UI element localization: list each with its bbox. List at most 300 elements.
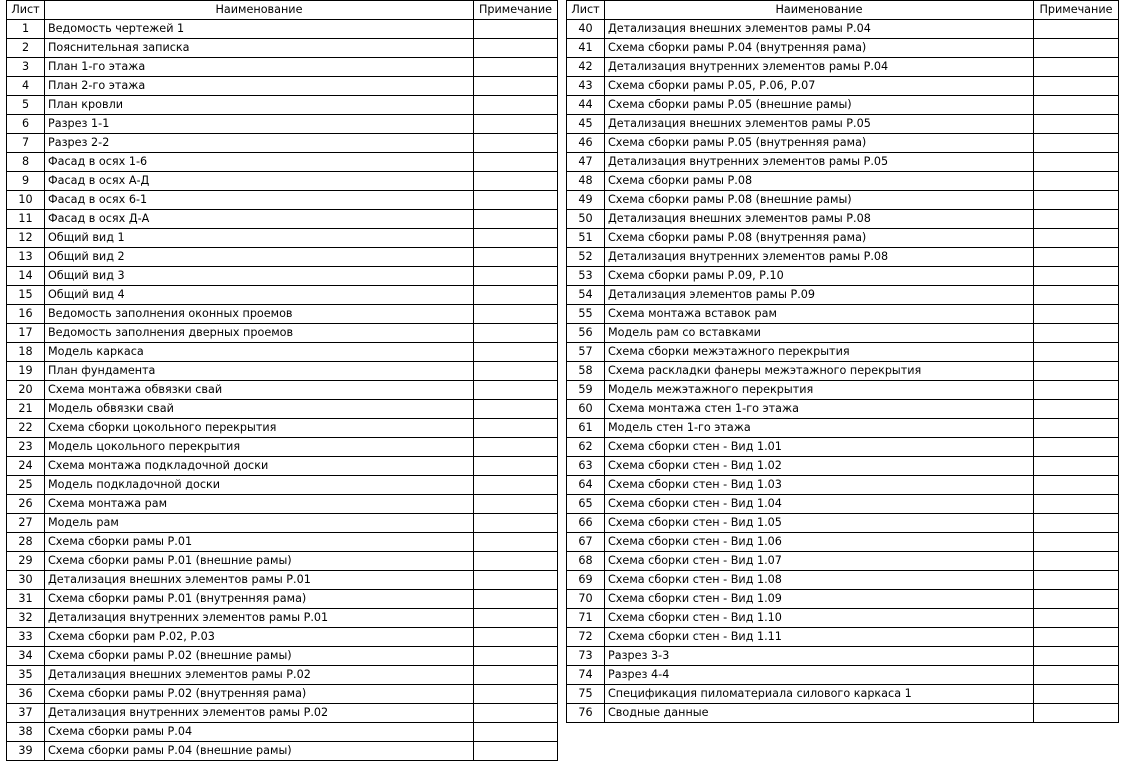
table-row (7, 685, 558, 704)
sheet-number-cell: 64 (567, 476, 605, 495)
sheet-name-cell: Модель рам (45, 514, 474, 533)
sheet-name-cell: Модель обвязки свай (45, 400, 474, 419)
sheet-note-cell (1034, 533, 1119, 552)
sheet-note-cell (1034, 495, 1119, 514)
sheet-name-cell: Разрез 4-4 (605, 666, 1034, 685)
sheet-number-cell: 52 (567, 248, 605, 267)
table-row (567, 419, 1119, 438)
sheet-number-cell: 3 (7, 58, 45, 77)
sheet-name-cell: Схема сборки цокольного перекрытия (45, 419, 474, 438)
sheet-note-cell (474, 704, 558, 723)
sheet-note-cell (1034, 248, 1119, 267)
header-note: Примечание (1034, 1, 1119, 20)
sheet-note-cell (1034, 362, 1119, 381)
sheet-note-cell (474, 172, 558, 191)
sheet-number-cell: 16 (7, 305, 45, 324)
table-row (7, 96, 558, 115)
sheet-name-cell: Фасад в осях 1-6 (45, 153, 474, 172)
sheet-number-cell: 11 (7, 210, 45, 229)
table-row (567, 438, 1119, 457)
sheet-number-cell: 18 (7, 343, 45, 362)
table-row (7, 666, 558, 685)
sheet-note-cell (474, 533, 558, 552)
sheet-number-cell: 6 (7, 115, 45, 134)
sheet-number-cell: 65 (567, 495, 605, 514)
sheet-number-cell: 1 (7, 20, 45, 39)
table-row (567, 210, 1119, 229)
sheet-number-cell: 12 (7, 229, 45, 248)
table-row (7, 172, 558, 191)
sheet-name-cell: Фасад в осях Д-А (45, 210, 474, 229)
sheet-name-cell: Общий вид 1 (45, 229, 474, 248)
sheet-note-cell (474, 362, 558, 381)
table-row (7, 248, 558, 267)
sheet-name-cell: Пояснительная записка (45, 39, 474, 58)
sheet-note-cell (1034, 134, 1119, 153)
sheet-number-cell: 15 (7, 286, 45, 305)
sheet-number-cell: 14 (7, 267, 45, 286)
sheet-note-cell (1034, 343, 1119, 362)
sheet-number-cell: 68 (567, 552, 605, 571)
sheet-name-cell: План 2-го этажа (45, 77, 474, 96)
sheet-name-cell: Детализация элементов рамы Р.09 (605, 286, 1034, 305)
sheet-number-cell: 7 (7, 134, 45, 153)
table-row (567, 39, 1119, 58)
sheet-note-cell (1034, 400, 1119, 419)
header-sheet: Лист (567, 1, 605, 20)
sheet-name-cell: Детализация внешних элементов рамы Р.05 (605, 115, 1034, 134)
sheet-name-cell: План кровли (45, 96, 474, 115)
sheet-name-cell: Детализация внешних элементов рамы Р.02 (45, 666, 474, 685)
sheet-number-cell: 67 (567, 533, 605, 552)
sheet-number-cell: 36 (7, 685, 45, 704)
sheet-number-cell: 63 (567, 457, 605, 476)
header-row (567, 1, 1119, 20)
sheet-name-cell: Детализация внутренних элементов рамы Р.08 (605, 248, 1034, 267)
sheet-number-cell: 73 (567, 647, 605, 666)
sheet-number-cell: 61 (567, 419, 605, 438)
table-row (7, 324, 558, 343)
sheet-note-cell (1034, 172, 1119, 191)
sheet-name-cell: Детализация внутренних элементов рамы Р.02 (45, 704, 474, 723)
sheet-name-cell: Схема сборки стен - Вид 1.03 (605, 476, 1034, 495)
sheet-note-cell (1034, 77, 1119, 96)
sheet-note-cell (1034, 609, 1119, 628)
sheet-number-cell: 55 (567, 305, 605, 324)
sheet-number-cell: 31 (7, 590, 45, 609)
sheet-list-table-left (6, 0, 558, 761)
sheet-note-cell (1034, 267, 1119, 286)
sheet-number-cell: 19 (7, 362, 45, 381)
sheet-note-cell (1034, 20, 1119, 39)
sheet-name-cell: Схема сборки стен - Вид 1.07 (605, 552, 1034, 571)
sheet-name-cell: Ведомость заполнения оконных проемов (45, 305, 474, 324)
table-row (567, 552, 1119, 571)
sheet-number-cell: 5 (7, 96, 45, 115)
sheet-number-cell: 43 (567, 77, 605, 96)
sheet-note-cell (1034, 685, 1119, 704)
table-row (567, 172, 1119, 191)
sheet-note-cell (1034, 324, 1119, 343)
table-row (567, 704, 1119, 723)
sheet-name-cell: Схема сборки рам Р.02, Р.03 (45, 628, 474, 647)
table-row (567, 267, 1119, 286)
sheet-name-cell: Схема сборки стен - Вид 1.02 (605, 457, 1034, 476)
table-row (567, 324, 1119, 343)
sheet-note-cell (474, 20, 558, 39)
sheet-note-cell (474, 571, 558, 590)
sheet-number-cell: 56 (567, 324, 605, 343)
sheet-number-cell: 35 (7, 666, 45, 685)
sheet-note-cell (1034, 39, 1119, 58)
sheet-note-cell (474, 77, 558, 96)
sheet-note-cell (1034, 210, 1119, 229)
sheet-name-cell: Схема сборки рамы Р.01 (внешние рамы) (45, 552, 474, 571)
sheet-name-cell: Схема сборки стен - Вид 1.04 (605, 495, 1034, 514)
table-row (7, 39, 558, 58)
table-row (567, 666, 1119, 685)
table-row (567, 134, 1119, 153)
sheet-name-cell: Модель каркаса (45, 343, 474, 362)
sheet-note-cell (474, 438, 558, 457)
table-row (7, 115, 558, 134)
sheet-name-cell: Модель стен 1-го этажа (605, 419, 1034, 438)
sheet-number-cell: 21 (7, 400, 45, 419)
sheet-name-cell: Спецификация пиломатериала силового каркаса 1 (605, 685, 1034, 704)
sheet-name-cell: Модель рам со вставками (605, 324, 1034, 343)
table-row (567, 191, 1119, 210)
sheet-note-cell (474, 419, 558, 438)
header-row (7, 1, 558, 20)
sheet-note-cell (474, 476, 558, 495)
table-row (7, 495, 558, 514)
table-row (567, 153, 1119, 172)
sheet-number-cell: 28 (7, 533, 45, 552)
sheet-number-cell: 46 (567, 134, 605, 153)
table-row (567, 20, 1119, 39)
sheet-number-cell: 37 (7, 704, 45, 723)
table-row (567, 248, 1119, 267)
sheet-note-cell (474, 685, 558, 704)
sheet-note-cell (1034, 704, 1119, 723)
table-row (7, 628, 558, 647)
table-row (567, 229, 1119, 248)
sheet-name-cell: Схема сборки стен - Вид 1.01 (605, 438, 1034, 457)
sheet-name-cell: Разрез 1-1 (45, 115, 474, 134)
sheet-name-cell: Модель межэтажного перекрытия (605, 381, 1034, 400)
table-row (7, 362, 558, 381)
sheet-name-cell: План 1-го этажа (45, 58, 474, 77)
sheet-note-cell (1034, 115, 1119, 134)
sheet-note-cell (474, 742, 558, 761)
header-sheet: Лист (7, 1, 45, 20)
table-row (7, 514, 558, 533)
sheet-note-cell (1034, 457, 1119, 476)
sheet-note-cell (474, 666, 558, 685)
sheet-name-cell: Схема монтажа подкладочной доски (45, 457, 474, 476)
sheet-name-cell: Общий вид 2 (45, 248, 474, 267)
sheet-name-cell: Схема сборки рамы Р.02 (внешние рамы) (45, 647, 474, 666)
sheet-name-cell: Ведомость чертежей 1 (45, 20, 474, 39)
sheet-number-cell: 23 (7, 438, 45, 457)
table-row (7, 533, 558, 552)
sheet-number-cell: 24 (7, 457, 45, 476)
sheet-number-cell: 4 (7, 77, 45, 96)
sheet-number-cell: 22 (7, 419, 45, 438)
table-row (567, 590, 1119, 609)
sheet-name-cell: Схема сборки рамы Р.05, Р.06, Р.07 (605, 77, 1034, 96)
sheet-note-cell (474, 210, 558, 229)
table-row (7, 305, 558, 324)
sheet-note-cell (474, 191, 558, 210)
sheet-name-cell: Разрез 3-3 (605, 647, 1034, 666)
sheet-number-cell: 13 (7, 248, 45, 267)
sheet-note-cell (474, 400, 558, 419)
sheet-name-cell: Схема сборки стен - Вид 1.05 (605, 514, 1034, 533)
header-name: Наименование (605, 1, 1034, 20)
sheet-note-cell (474, 381, 558, 400)
sheet-note-cell (1034, 590, 1119, 609)
sheet-name-cell: Детализация внешних элементов рамы Р.08 (605, 210, 1034, 229)
sheet-number-cell: 62 (567, 438, 605, 457)
table-row (7, 229, 558, 248)
sheet-number-cell: 48 (567, 172, 605, 191)
sheet-note-cell (474, 590, 558, 609)
sheet-number-cell: 45 (567, 115, 605, 134)
table-row (7, 571, 558, 590)
table-row (7, 723, 558, 742)
table-row (7, 609, 558, 628)
sheet-note-cell (1034, 628, 1119, 647)
sheet-number-cell: 74 (567, 666, 605, 685)
sheet-name-cell: Фасад в осях А-Д (45, 172, 474, 191)
sheet-number-cell: 57 (567, 343, 605, 362)
sheet-note-cell (474, 495, 558, 514)
sheet-name-cell: Схема сборки стен - Вид 1.10 (605, 609, 1034, 628)
sheet-number-cell: 58 (567, 362, 605, 381)
table-row (7, 153, 558, 172)
table-row (7, 742, 558, 761)
sheet-name-cell: Схема сборки стен - Вид 1.09 (605, 590, 1034, 609)
sheet-name-cell: Схема монтажа стен 1-го этажа (605, 400, 1034, 419)
table-row (7, 647, 558, 666)
sheet-number-cell: 51 (567, 229, 605, 248)
sheet-number-cell: 8 (7, 153, 45, 172)
table-row (7, 77, 558, 96)
table-row (567, 628, 1119, 647)
sheet-note-cell (1034, 286, 1119, 305)
sheet-note-cell (1034, 305, 1119, 324)
sheet-note-cell (474, 286, 558, 305)
sheet-note-cell (474, 115, 558, 134)
sheet-note-cell (1034, 419, 1119, 438)
sheet-note-cell (1034, 438, 1119, 457)
table-row (567, 381, 1119, 400)
sheet-name-cell: Детализация внутренних элементов рамы Р.04 (605, 58, 1034, 77)
sheet-note-cell (474, 647, 558, 666)
sheet-number-cell: 69 (567, 571, 605, 590)
table-row (7, 286, 558, 305)
sheet-number-cell: 70 (567, 590, 605, 609)
sheet-name-cell: Схема монтажа вставок рам (605, 305, 1034, 324)
table-row (7, 20, 558, 39)
sheet-name-cell: Общий вид 3 (45, 267, 474, 286)
sheet-name-cell: Схема сборки стен - Вид 1.08 (605, 571, 1034, 590)
sheet-note-cell (1034, 229, 1119, 248)
sheet-note-cell (474, 628, 558, 647)
table-row (7, 381, 558, 400)
sheet-number-cell: 38 (7, 723, 45, 742)
sheet-note-cell (474, 248, 558, 267)
sheet-note-cell (474, 723, 558, 742)
sheet-note-cell (1034, 666, 1119, 685)
sheet-name-cell: Сводные данные (605, 704, 1034, 723)
table-row (7, 476, 558, 495)
sheet-note-cell (474, 58, 558, 77)
table-row (567, 400, 1119, 419)
table-row (567, 362, 1119, 381)
table-row (7, 704, 558, 723)
sheet-name-cell: Схема раскладки фанеры межэтажного перекрытия (605, 362, 1034, 381)
sheet-number-cell: 32 (7, 609, 45, 628)
sheet-note-cell (474, 96, 558, 115)
sheet-name-cell: Схема сборки стен - Вид 1.11 (605, 628, 1034, 647)
sheet-note-cell (1034, 476, 1119, 495)
sheet-name-cell: Детализация внешних элементов рамы Р.04 (605, 20, 1034, 39)
table-row (7, 134, 558, 153)
sheet-number-cell: 39 (7, 742, 45, 761)
sheet-number-cell: 27 (7, 514, 45, 533)
table-row (567, 115, 1119, 134)
sheet-name-cell: План фундамента (45, 362, 474, 381)
sheet-number-cell: 54 (567, 286, 605, 305)
sheet-number-cell: 60 (567, 400, 605, 419)
table-row (567, 457, 1119, 476)
sheet-number-cell: 40 (567, 20, 605, 39)
sheet-name-cell: Схема сборки рамы Р.08 (внешние рамы) (605, 191, 1034, 210)
sheet-number-cell: 44 (567, 96, 605, 115)
table-row (7, 590, 558, 609)
table-row (7, 267, 558, 286)
sheet-list-table-right (566, 0, 1119, 723)
table-row (567, 58, 1119, 77)
sheet-note-cell (1034, 191, 1119, 210)
sheet-note-cell (1034, 153, 1119, 172)
table-row (567, 495, 1119, 514)
sheet-note-cell (474, 457, 558, 476)
sheet-number-cell: 41 (567, 39, 605, 58)
sheet-note-cell (474, 39, 558, 58)
sheet-note-cell (474, 267, 558, 286)
table-row (567, 96, 1119, 115)
sheet-number-cell: 59 (567, 381, 605, 400)
sheet-number-cell: 10 (7, 191, 45, 210)
table-row (567, 533, 1119, 552)
sheet-name-cell: Схема сборки рамы Р.02 (внутренняя рама) (45, 685, 474, 704)
sheet-note-cell (474, 324, 558, 343)
header-note: Примечание (474, 1, 558, 20)
table-row (567, 305, 1119, 324)
table-row (7, 457, 558, 476)
sheet-note-cell (1034, 647, 1119, 666)
sheet-name-cell: Схема сборки рамы Р.08 (внутренняя рама) (605, 229, 1034, 248)
sheet-name-cell: Схема сборки рамы Р.05 (внешние рамы) (605, 96, 1034, 115)
table-row (7, 343, 558, 362)
sheet-number-cell: 75 (567, 685, 605, 704)
sheet-note-cell (474, 305, 558, 324)
sheet-number-cell: 26 (7, 495, 45, 514)
sheet-note-cell (474, 134, 558, 153)
sheet-note-cell (474, 343, 558, 362)
sheet-name-cell: Схема сборки рамы Р.05 (внутренняя рама) (605, 134, 1034, 153)
sheet-name-cell: Схема монтажа обвязки свай (45, 381, 474, 400)
table-row (7, 210, 558, 229)
sheet-name-cell: Разрез 2-2 (45, 134, 474, 153)
sheet-number-cell: 47 (567, 153, 605, 172)
sheet-note-cell (474, 609, 558, 628)
sheet-name-cell: Фасад в осях 6-1 (45, 191, 474, 210)
table-row (7, 191, 558, 210)
sheet-name-cell: Схема сборки рамы Р.09, Р.10 (605, 267, 1034, 286)
sheet-note-cell (474, 153, 558, 172)
sheet-name-cell: Схема сборки стен - Вид 1.06 (605, 533, 1034, 552)
sheet-note-cell (1034, 96, 1119, 115)
sheet-note-cell (1034, 571, 1119, 590)
table-row (7, 438, 558, 457)
sheet-name-cell: Схема монтажа рам (45, 495, 474, 514)
table-row (567, 609, 1119, 628)
sheet-name-cell: Детализация внутренних элементов рамы Р.01 (45, 609, 474, 628)
table-row (567, 685, 1119, 704)
sheet-name-cell: Модель цокольного перекрытия (45, 438, 474, 457)
sheet-number-cell: 66 (567, 514, 605, 533)
table-row (567, 571, 1119, 590)
sheet-number-cell: 20 (7, 381, 45, 400)
table-row (567, 343, 1119, 362)
sheet-name-cell: Схема сборки рамы Р.04 (внутренняя рама) (605, 39, 1034, 58)
sheet-number-cell: 2 (7, 39, 45, 58)
table-row (567, 476, 1119, 495)
sheet-name-cell: Схема сборки рамы Р.01 (внутренняя рама) (45, 590, 474, 609)
sheet-number-cell: 72 (567, 628, 605, 647)
table-row (567, 286, 1119, 305)
sheet-name-cell: Ведомость заполнения дверных проемов (45, 324, 474, 343)
sheet-note-cell (1034, 58, 1119, 77)
sheet-number-cell: 9 (7, 172, 45, 191)
table-row (7, 58, 558, 77)
sheet-number-cell: 34 (7, 647, 45, 666)
sheet-note-cell (474, 552, 558, 571)
sheet-number-cell: 17 (7, 324, 45, 343)
sheet-name-cell: Схема сборки рамы Р.08 (605, 172, 1034, 191)
table-row (567, 77, 1119, 96)
sheet-name-cell: Схема сборки рамы Р.04 (45, 723, 474, 742)
table-row (567, 514, 1119, 533)
table-row (7, 419, 558, 438)
sheet-name-cell: Детализация внешних элементов рамы Р.01 (45, 571, 474, 590)
sheet-note-cell (1034, 381, 1119, 400)
table-row (7, 552, 558, 571)
sheet-number-cell: 33 (7, 628, 45, 647)
sheet-name-cell: Схема сборки межэтажного перекрытия (605, 343, 1034, 362)
table-row (7, 400, 558, 419)
header-name: Наименование (45, 1, 474, 20)
sheet-number-cell: 53 (567, 267, 605, 286)
sheet-number-cell: 29 (7, 552, 45, 571)
sheet-number-cell: 71 (567, 609, 605, 628)
sheet-number-cell: 25 (7, 476, 45, 495)
sheet-name-cell: Детализация внутренних элементов рамы Р.05 (605, 153, 1034, 172)
